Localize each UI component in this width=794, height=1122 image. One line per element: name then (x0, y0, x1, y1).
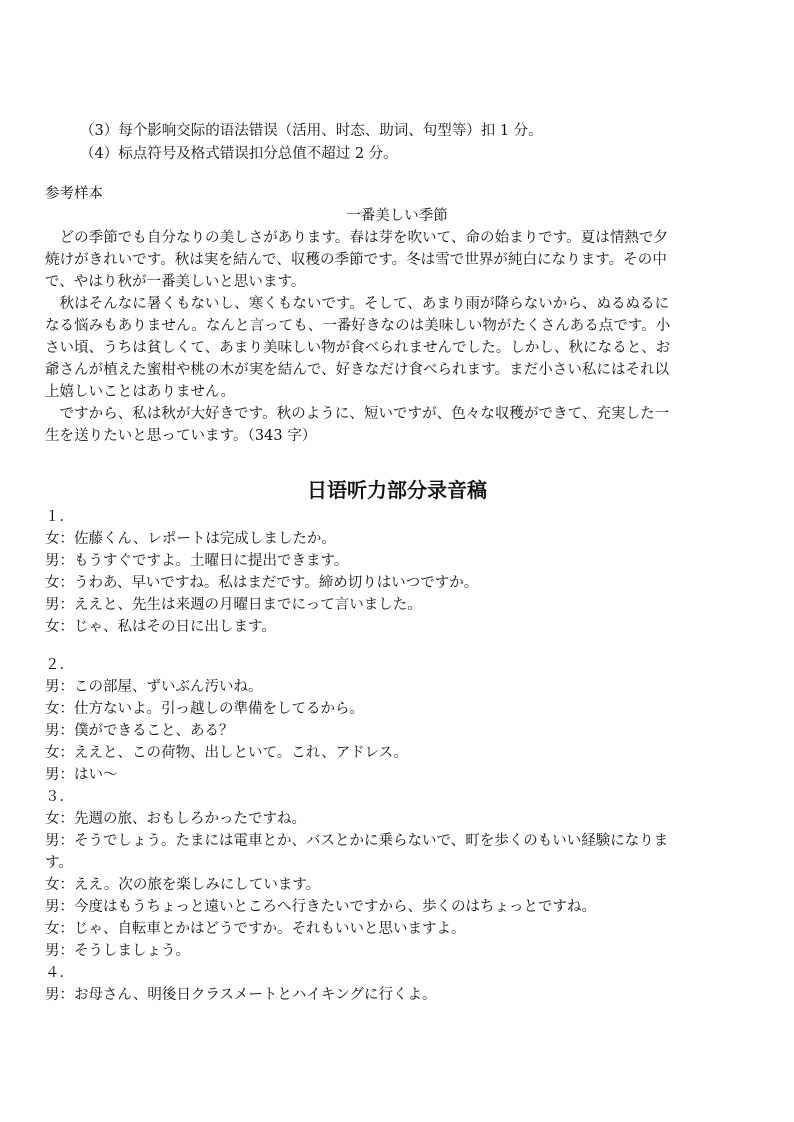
sample-paragraph-line: で、やはり秋が一番美しいと思います。 (45, 274, 306, 290)
transcript-line: 男：ええと、先生は来週の月曜日までにって言いました。 (45, 597, 422, 613)
transcript-line: 男：お母さん、明後日クラスメートとハイキングに行くよ。 (45, 987, 437, 1003)
rubric-item-3: （3）每个影响交际的语法错误（活用、时态、助词、句型等）扣 1 分。 (80, 123, 543, 139)
transcript-line: 女：ええと、この荷物、出しといて。これ、アドレス。 (45, 745, 409, 761)
transcript-line: 女：仕方ないよ。引っ越しの準備をしてるから。 (45, 701, 364, 717)
transcript-line: 女：じゃ、私はその日に出します。 (45, 619, 276, 635)
sample-paragraph-line: 秋はそんなに暑くもないし、寒くもないです。そして、あまり雨が降らないから、ぬるぬるに (45, 296, 670, 312)
transcript-line: 女：先週の旅、おもしろかったですね。 (45, 811, 306, 827)
transcript-line: す。 (45, 855, 73, 871)
transcript-line: 男：この部屋、ずいぶん汚いね。 (45, 679, 263, 695)
transcript-line: 男：そうしましょう。 (45, 943, 190, 959)
sample-paragraph-line: さい頃、うちは貧しくて、あまり美味しい物が食べられませんでした。しかし、秋になると、お (45, 340, 671, 356)
transcript-line: ４． (45, 965, 74, 981)
transcript-line: ２． (45, 657, 74, 673)
transcript-line: 男：僕ができること、ある？ (45, 723, 234, 739)
transcript-line: 女：じゃ、自転車とかはどうですか。それもいいと思いますよ。 (45, 921, 466, 937)
sample-label: 参考样本 (45, 186, 103, 202)
sample-paragraph-line: ですから、私は秋が大好きです。秋のように、短いですが、色々な収穫ができて、充実した一 (45, 406, 670, 422)
sample-paragraph-line: 爺さんが植えた蜜柑や桃の木が実を結んで、好きなだけ食べられます。まだ小さい私にはそれ以 (45, 362, 670, 378)
transcript-line: 男：もうすぐですよ。土曜日に提出できます。 (45, 553, 349, 569)
transcript-line: １． (45, 509, 74, 525)
sample-paragraph-line: なる悩みもありません。なんと言っても、一番好きなのは美味しい物がたくさんある点です。小 (45, 318, 671, 334)
transcript-line: 女：佐藤くん、レポートは完成しましたか。 (45, 531, 336, 547)
transcript-line: 女：うわあ、早いですね。私はまだです。締め切りはいつですか。 (45, 575, 479, 591)
sample-paragraph-line: 上嬉しいことはありません。 (45, 384, 236, 400)
transcript-heading: 日语听力部分录音稿 (307, 478, 487, 502)
sample-paragraph-line: 焼けがきれいです。秋は実を結んで、収穫の季節です。冬は雪で世界が純白になります。その中 (45, 252, 667, 268)
sample-title: 一番美しい季節 (346, 208, 448, 224)
sample-paragraph-line: どの季節でも自分なりの美しさがあります。春は芽を吹いて、命の始まりです。夏は情熱で夕 (45, 230, 669, 246)
rubric-item-4: （4）标点符号及格式错误扣分总值不超过 2 分。 (80, 146, 398, 162)
transcript-line: 男：はい～ (45, 767, 118, 783)
transcript-line: 男：そうでしょう。たまには電車とか、バスとかに乗らないで、町を歩くのもいい経験になりま (45, 833, 669, 849)
transcript-line: 男：今度はもうちょっと遠いところへ行きたいですから、歩くのはちょっとですね。 (45, 899, 596, 915)
transcript-line: ３． (45, 789, 74, 805)
transcript-line: 女：ええ。次の旅を楽しみにしています。 (45, 877, 321, 893)
sample-paragraph-line: 生を送りたいと思っています。（343 字） (45, 428, 317, 444)
